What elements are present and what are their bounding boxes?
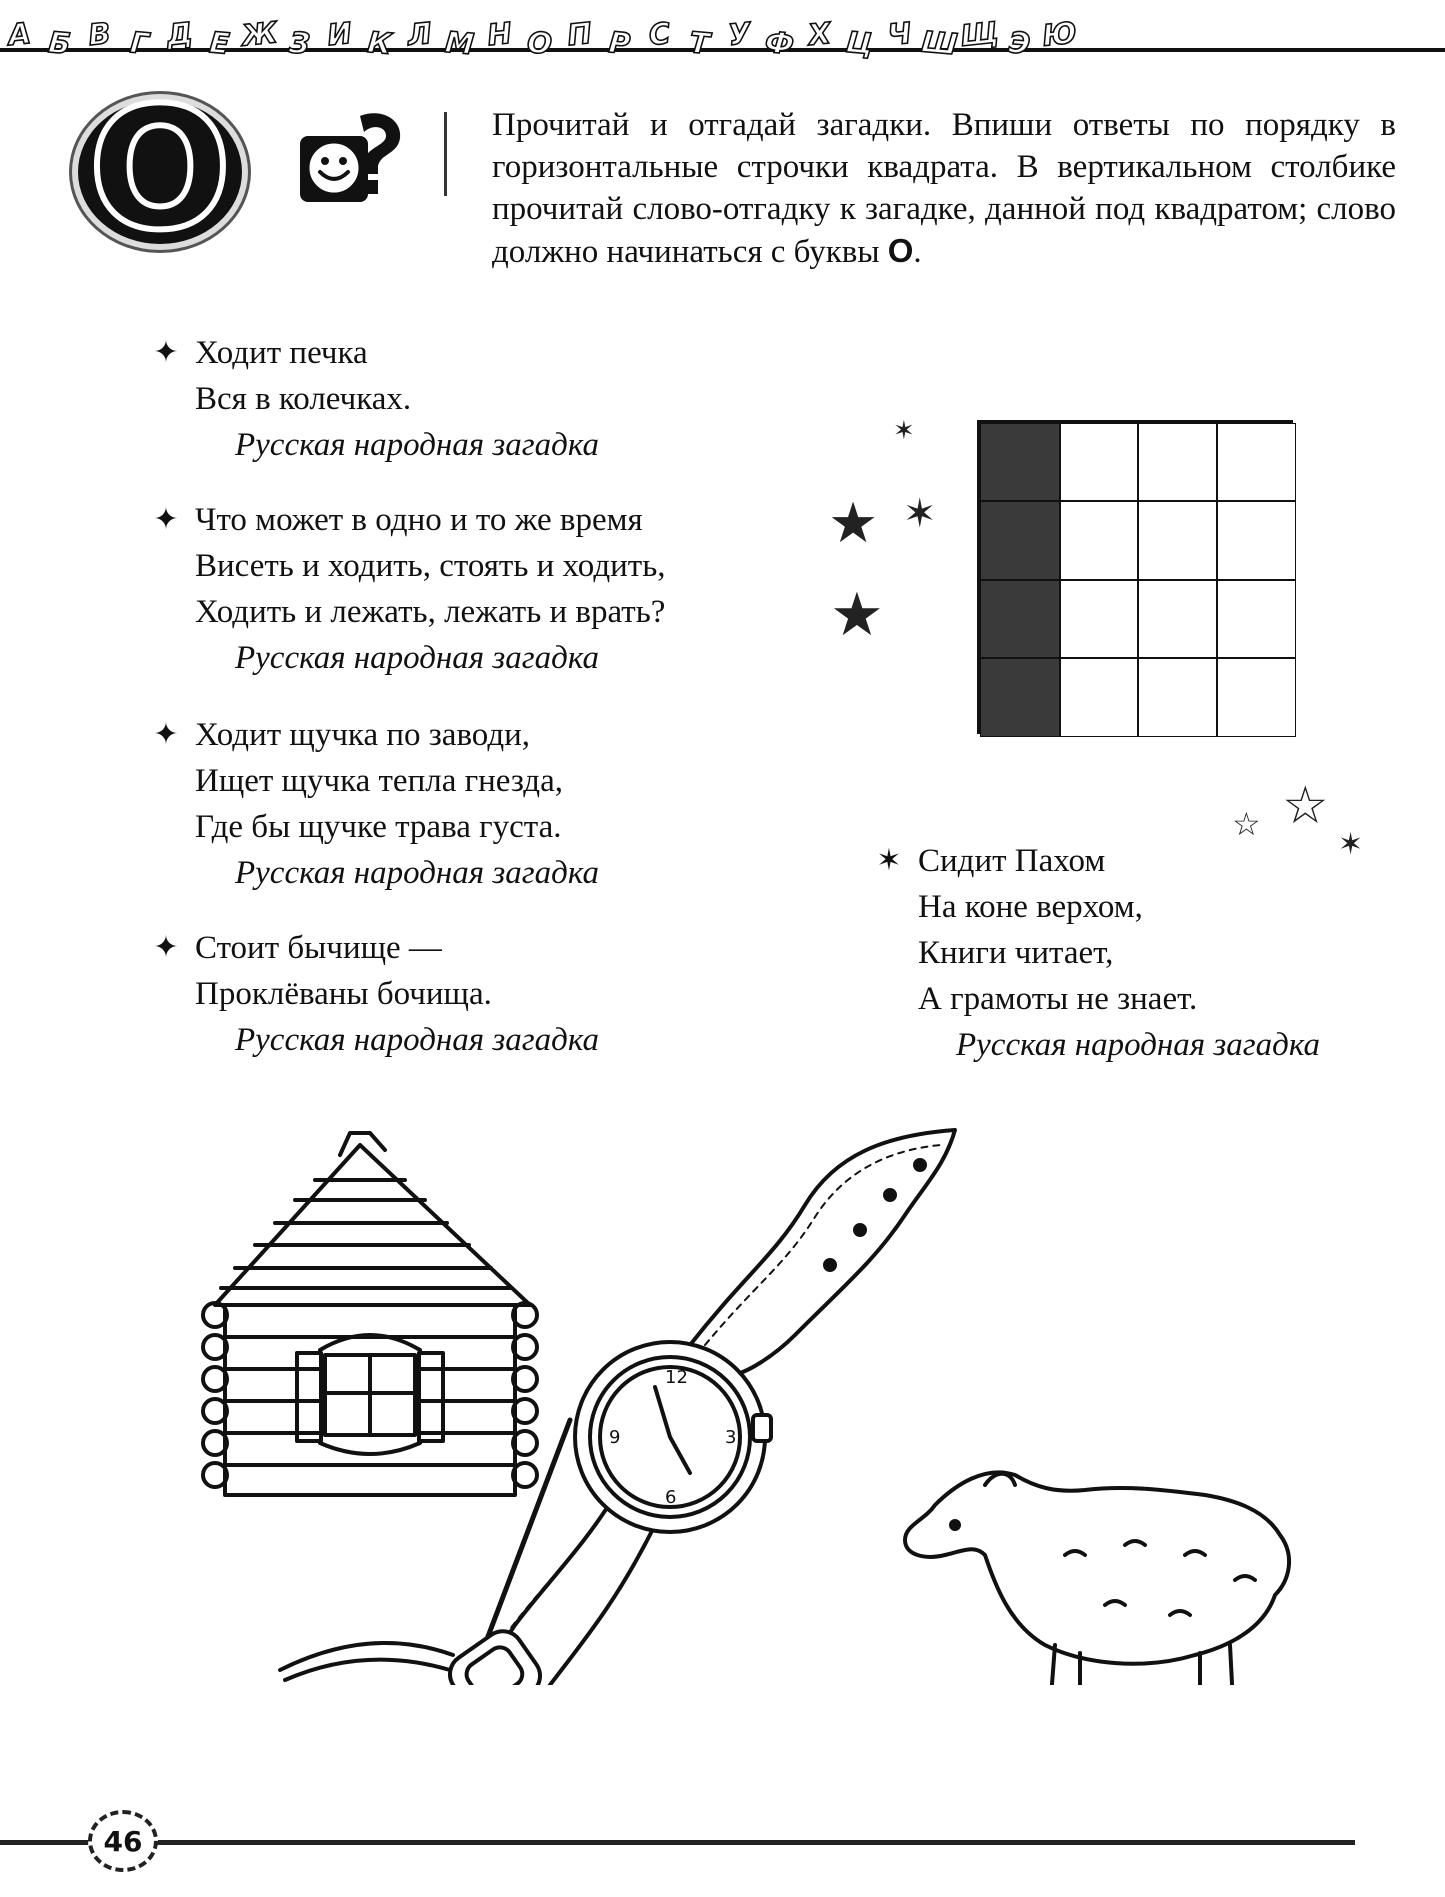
star-icon: ✶ [903, 491, 937, 537]
puzzle-grid [977, 420, 1293, 734]
alphabet-letter: Д [164, 15, 195, 53]
grid-cell-highlight[interactable] [980, 658, 1060, 737]
alphabet-letter: С [647, 15, 672, 53]
grid-cell[interactable] [1217, 423, 1296, 501]
grid-cell-highlight[interactable] [980, 501, 1060, 580]
riddle-line: А грамоты не знает. [918, 981, 1198, 1017]
header-divider [444, 112, 447, 196]
alphabet-letter: К [366, 25, 393, 61]
alphabet-letter: В [86, 15, 113, 53]
riddle-line: Что может в одно и то же время [195, 502, 643, 538]
grid-cell-highlight[interactable] [980, 423, 1060, 501]
riddle-2 [153, 497, 666, 681]
grid-cell[interactable] [1138, 423, 1217, 501]
alphabet-letter: Х [806, 15, 833, 53]
riddle-line: Ходить и лежать, лежать и врать? [195, 594, 666, 630]
grid-cell[interactable] [1060, 580, 1138, 658]
riddle-line: Проклёваны бочища. [195, 976, 492, 1012]
grid-cell[interactable] [1138, 580, 1217, 658]
riddle-line: Вся в колечках. [195, 381, 412, 417]
alphabet-letter: З [287, 25, 312, 61]
log-house-illustration [203, 1133, 537, 1495]
alphabet-letter: Э [1007, 25, 1032, 61]
instructions-body: Прочитай и отгадай загадки. Впиши ответы по порядку в горизонтальные строчки квадрата. В вертикальном столбике прочитай слово-отгадку к загадке, данной под квадратом; слово должно начинаться с буквы [492, 107, 1396, 270]
alphabet-letter: Н [485, 15, 514, 53]
alphabet-letter: Ф [763, 24, 796, 62]
instructions-text [492, 104, 1396, 273]
riddle-line: Стоит бычище — [195, 930, 442, 966]
alphabet-letter: П [565, 15, 594, 53]
riddle-source: Русская народная загадка [235, 1022, 599, 1058]
alphabet-letter: Е [208, 25, 231, 61]
star-icon: ✶ [1338, 827, 1364, 862]
star-icon: ★ [828, 491, 879, 556]
alphabet-letter: Ю [1040, 15, 1079, 53]
grid-cell[interactable] [1060, 423, 1138, 501]
riddle-line: Ходит щучка по заводи, [195, 717, 531, 753]
svg-text:3: 3 [725, 1427, 737, 1448]
riddle-source: Русская народная загадка [956, 1027, 1320, 1063]
star-icon: ✶ [893, 416, 915, 446]
star-outline-icon: ☆ [1282, 776, 1329, 836]
riddle-bullet-icon: ✦ [153, 717, 179, 752]
alphabet-letter: О [525, 24, 554, 62]
instructions-letter: О [887, 232, 914, 269]
alphabet-letter: Ц [844, 24, 875, 62]
grid-cell-highlight[interactable] [980, 580, 1060, 658]
alphabet-letter: Б [46, 25, 72, 61]
alphabet-letter: Ж [240, 15, 279, 53]
final-riddle-bullet-icon: ✶ [876, 843, 902, 878]
riddle-line: Ходит печка [195, 335, 368, 371]
instructions-end: . [913, 234, 922, 270]
grid-cell[interactable] [1217, 501, 1296, 580]
riddle-bullet-icon: ✦ [153, 335, 179, 370]
riddle-source: Русская народная загадка [235, 427, 599, 463]
riddle-4 [153, 925, 599, 1063]
alphabet-letter: У [726, 15, 753, 53]
alphabet-letter: Т [688, 25, 711, 61]
star-outline-icon: ☆ [1232, 805, 1261, 843]
alphabet-letter: А [6, 15, 33, 53]
riddle-bullet-icon: ✦ [153, 930, 179, 965]
riddle-3 [153, 712, 599, 896]
riddle-bullet-icon: ✦ [153, 502, 179, 537]
grid-cell[interactable] [1217, 658, 1296, 737]
alphabet-letter: Л [405, 15, 434, 53]
grid-cell[interactable] [1060, 501, 1138, 580]
riddle-line: Где бы щучке трава густа. [195, 809, 562, 845]
illustrations [185, 1125, 1365, 1685]
alphabet-letter: Р [607, 25, 632, 61]
alphabet-letter: Ш [920, 24, 959, 62]
grid-cell[interactable] [1138, 658, 1217, 737]
svg-text:12: 12 [665, 1367, 688, 1388]
alphabet-letter: И [325, 15, 354, 53]
svg-text:9: 9 [609, 1427, 621, 1448]
riddle-source: Русская народная загадка [235, 855, 599, 891]
grid-cell[interactable] [1060, 658, 1138, 737]
star-icon: ★ [830, 580, 884, 650]
footer-rule [0, 1840, 1355, 1845]
svg-text:6: 6 [665, 1487, 677, 1508]
grid-cell[interactable] [1138, 501, 1217, 580]
big-letter: О [88, 71, 232, 267]
riddle-line: Сидит Пахом [918, 843, 1106, 879]
alphabet-letter: Ч [886, 15, 913, 53]
riddle-line: Ищет щучка тепла гнезда, [195, 763, 563, 799]
riddle-line: Книги читает, [918, 935, 1114, 971]
sheep-illustration [905, 1472, 1289, 1685]
riddle-1 [153, 330, 599, 468]
alphabet-letter: Г [128, 25, 151, 61]
big-letter-badge [78, 71, 242, 267]
page-number: 46 [88, 1810, 158, 1872]
alphabet-letter: М [443, 24, 476, 62]
riddle-source: Русская народная загадка [235, 640, 599, 676]
grid-cell[interactable] [1217, 580, 1296, 658]
smiley-question-icon [290, 108, 410, 208]
alphabet-letter: Щ [958, 15, 1001, 53]
final-riddle [876, 838, 1320, 1068]
riddle-line: Висеть и ходить, стоять и ходить, [195, 548, 666, 584]
alphabet-banner [0, 0, 1445, 76]
riddle-line: На коне верхом, [918, 889, 1143, 925]
wristwatch-illustration [442, 1130, 955, 1685]
